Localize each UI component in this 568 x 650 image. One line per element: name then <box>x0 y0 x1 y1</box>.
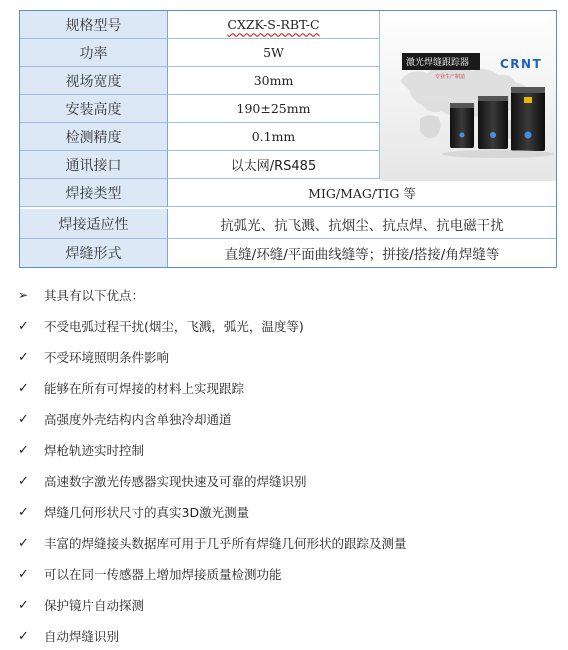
spec-value: 5W <box>168 39 380 67</box>
spec-value: 190±25mm <box>168 95 380 123</box>
check-icon: ✓ <box>18 349 29 365</box>
list-item: ✓ 高速数字激光传感器实现快速及可靠的焊缝识别 <box>18 473 307 489</box>
spec-label: 通讯接口 <box>20 151 168 179</box>
product-image <box>380 11 556 181</box>
arrow-bullet-icon: ➢ <box>18 288 29 302</box>
check-icon: ✓ <box>18 442 29 458</box>
check-icon: ✓ <box>18 566 29 582</box>
spec-row-interface <box>20 151 380 179</box>
spec-value: 抗弧光、抗飞溅、抗烟尘、抗点焊、抗电磁干扰 <box>168 209 556 239</box>
spec-value: 0.1mm <box>168 123 380 151</box>
spec-label: 安装高度 <box>20 95 168 123</box>
check-icon: ✓ <box>18 318 29 334</box>
spec-row-seam-form <box>20 239 556 267</box>
check-icon: ✓ <box>18 411 29 427</box>
list-item: ✓ 焊缝几何形状尺寸的真实3D激光测量 <box>18 504 250 520</box>
spec-label: 功率 <box>20 39 168 67</box>
spec-value: MIG/MAG/TIG 等 <box>168 179 556 207</box>
spec-row-model <box>20 11 380 39</box>
advantages-heading: ➢ 其具有以下优点： <box>18 288 145 303</box>
list-item: ✓ 焊枪轨迹实时控制 <box>18 442 145 458</box>
spec-table <box>19 10 557 268</box>
spec-label: 焊接适应性 <box>20 209 168 239</box>
spec-row-power <box>20 39 380 67</box>
check-icon: ✓ <box>18 504 29 520</box>
sensor-large-icon <box>511 87 545 151</box>
banner-subtext: 专业生产制造 <box>435 74 466 80</box>
spec-row-weld-type <box>20 179 556 207</box>
brand-logo: CRNT <box>500 57 543 71</box>
list-item: ✓ 不受电弧过程干扰(烟尘，飞溅，弧光，温度等) <box>18 318 304 334</box>
list-item: ✓ 能够在所有可焊接的材料上实现跟踪 <box>18 380 245 396</box>
spec-value: 以太网/RS485 <box>168 151 380 179</box>
check-icon: ✓ <box>18 628 29 644</box>
list-item: ✓ 保护镜片自动探测 <box>18 597 145 613</box>
list-item: ✓ 丰富的焊缝接头数据库可用于几乎所有焊缝几何形状的跟踪及测量 <box>18 535 407 551</box>
spec-label: 规格型号 <box>20 11 168 39</box>
list-item: ✓ 可以在同一传感器上增加焊接质量检测功能 <box>18 566 282 582</box>
banner-text: 激光焊缝跟踪器 <box>406 58 470 68</box>
spec-value: CXZK-S-RBT-C <box>227 17 320 32</box>
list-item: ✓ 自动焊缝识别 <box>18 628 120 644</box>
check-icon: ✓ <box>18 535 29 551</box>
spec-value: 30mm <box>168 67 380 95</box>
spec-label: 检测精度 <box>20 123 168 151</box>
spec-row-field-width <box>20 67 380 95</box>
spec-row-install-height <box>20 95 380 123</box>
spec-label: 焊缝形式 <box>20 239 168 267</box>
sensor-medium-icon <box>478 96 508 149</box>
spec-value: 直缝/环缝/平面曲线缝等；拼接/搭接/角焊缝等 <box>224 247 500 263</box>
spec-label: 焊接类型 <box>20 179 168 207</box>
list-item: ✓ 高强度外壳结构内含单独冷却通道 <box>18 411 232 427</box>
check-icon: ✓ <box>18 473 29 489</box>
spec-row-adaptability <box>20 209 556 239</box>
spec-row-accuracy <box>20 123 380 151</box>
check-icon: ✓ <box>18 597 29 613</box>
sensor-small-icon <box>450 103 474 148</box>
check-icon: ✓ <box>18 380 29 396</box>
list-item: ✓ 不受环境照明条件影响 <box>18 349 170 365</box>
spec-label: 视场宽度 <box>20 67 168 95</box>
